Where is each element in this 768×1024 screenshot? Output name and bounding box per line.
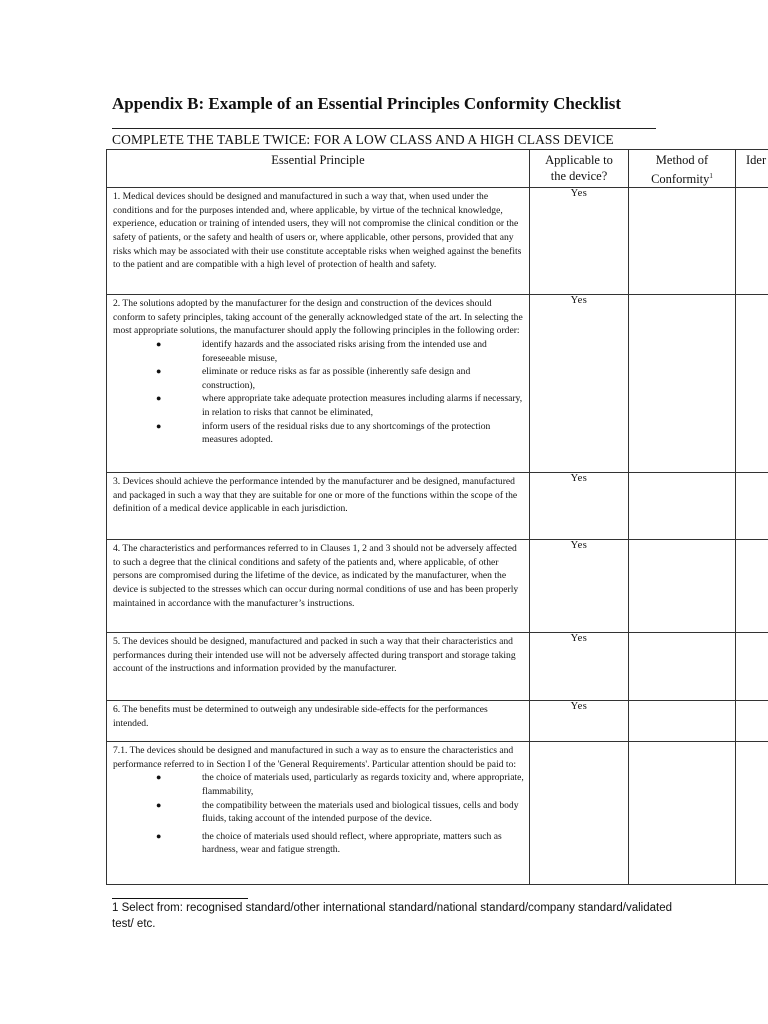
identification-cell[interactable] (736, 188, 768, 295)
principle-bullet-list (113, 338, 524, 447)
principle-text: 3. Devices should achieve the performance intended by the manufacturer and be designed, manufactured and packaged in such a way that they are suitable for one or more of the functions within the scope of the definition of a medical device applicable in each jurisdiction. (113, 476, 518, 515)
conformity-checklist-table (106, 149, 768, 885)
essential-principle-cell (107, 473, 530, 540)
principle-text: 4. The characteristics and performances referred to in Clauses 1, 2 and 3 should not be adversely affected to such a degree that the clinical conditions and safety of the patients and, where applicable, of other persons are compromised during the lifetime of the device, as indicated by the manufacturer, when the device is subjected to the stresses which can occur during normal conditions of use and has been properly maintained in accordance with the manufacturer’s instructions. (113, 543, 519, 609)
principle-bullet-item (113, 830, 524, 857)
applicable-cell[interactable]: Yes (530, 295, 629, 473)
essential-principle-cell (107, 295, 530, 473)
principle-bullet-list (113, 771, 524, 857)
title-rule (112, 128, 656, 129)
principle-bullet-item (113, 392, 524, 419)
table-row (107, 295, 768, 473)
applicable-cell[interactable]: Yes (530, 540, 629, 633)
principle-bullet-item (113, 420, 524, 447)
bullet-text: identify hazards and the associated risks arising from the intended use and foreseeable misuse, (202, 338, 487, 364)
principle-text: 5. The devices should be designed, manufactured and packed in such a way that their characteristics and performances during their intended use will not be adversely affected during transport and storage taking account of the instructions and information provided by the manufacturer. (113, 636, 516, 675)
footnote: 1 Select from: recognised standard/other international standard/national standard/company standard/validated test/ etc. (112, 902, 673, 930)
bullet-text: the compatibility between the materials used and biological tissues, cells and body fluids, taking account of the intended purpose of the device. (202, 799, 519, 825)
bullet-text: eliminate or reduce risks as far as possible (inherently safe design and construction), (202, 366, 471, 391)
header-identification: Ider (736, 150, 768, 188)
essential-principle-cell (107, 540, 530, 633)
method-of-conformity-cell[interactable] (629, 188, 736, 295)
method-of-conformity-cell[interactable] (629, 473, 736, 540)
bullet-text: the choice of materials used, particularly as regards toxicity and, where appropriate, flammability, (202, 772, 524, 797)
bullet-icon: ● (156, 366, 162, 377)
method-of-conformity-cell[interactable] (629, 295, 736, 473)
applicable-cell[interactable] (530, 742, 629, 885)
method-of-conformity-cell[interactable] (629, 540, 736, 633)
principle-text: 2. The solutions adopted by the manufacturer for the design and construction of the devices should conform to safety principles, taking account of the generally acknowledged state of the art. In selecting the most appropriate solutions, the manufacturer should apply the following principles in the following order: (113, 298, 523, 337)
identification-cell[interactable] (736, 295, 768, 473)
bullet-icon: ● (156, 830, 162, 841)
bullet-icon: ● (156, 799, 162, 810)
principle-text: 1. Medical devices should be designed and manufactured in such a way that, when used under the conditions and for the purposes intended and, where applicable, by virtue of the technical knowledge, experience, education or training of intended users, they will not compromise the clinical condition or the safety of patients, or the safety and health of users or, where applicable, other persons, provided that any risks which may be associated with their use constitute acceptable risks when weighed against the benefits to the patient and are compatible with a high level of protection of health and safety. (113, 191, 522, 271)
page-title: Appendix B: Example of an Essential Principles Conformity Checklist (112, 94, 622, 113)
applicable-cell[interactable]: Yes (530, 701, 629, 742)
principle-bullet-item (113, 799, 524, 826)
essential-principle-cell (107, 188, 530, 295)
identification-cell[interactable] (736, 473, 768, 540)
principle-text: 6. The benefits must be determined to outweigh any undesirable side-effects for the performances intended. (113, 704, 488, 729)
bullet-icon: ● (156, 393, 162, 404)
applicable-cell[interactable]: Yes (530, 473, 629, 540)
header-applicable: Applicable to the device? (530, 150, 629, 188)
footnote-rule (112, 898, 248, 899)
method-of-conformity-cell[interactable] (629, 633, 736, 701)
bullet-icon: ● (156, 338, 162, 349)
essential-principle-cell (107, 742, 530, 885)
principle-bullet-item (113, 771, 524, 798)
table-instruction: COMPLETE THE TABLE TWICE: FOR A LOW CLASS AND A HIGH CLASS DEVICE (112, 132, 614, 147)
principle-text: 7.1. The devices should be designed and manufactured in such a way as to ensure the characteristics and performance referred to in Section I of the 'General Requirements'. Particular attention should be paid to: (113, 745, 517, 770)
principle-bullet-item (113, 365, 524, 392)
header-essential-principle: Essential Principle (107, 150, 530, 188)
bullet-text: the choice of materials used should reflect, where appropriate, matters such as hardness, wear and fatigue strength. (202, 830, 502, 856)
principle-bullet-item (113, 338, 524, 365)
identification-cell[interactable] (736, 540, 768, 633)
identification-cell[interactable] (736, 633, 768, 701)
method-of-conformity-cell[interactable] (629, 701, 736, 742)
table-row (107, 473, 768, 540)
table-row (107, 188, 768, 295)
bullet-text: inform users of the residual risks due to any shortcomings of the protection measures adopted. (202, 420, 491, 446)
identification-cell[interactable] (736, 701, 768, 742)
table-row (107, 540, 768, 633)
bullet-icon: ● (156, 420, 162, 431)
essential-principle-cell (107, 701, 530, 742)
header-method-of-conformity: Method of Conformity$^1$ (629, 150, 736, 188)
bullet-text: where appropriate take adequate protection measures including alarms if necessary, in relation to risks that cannot be eliminated, (202, 393, 523, 418)
essential-principle-cell (107, 633, 530, 701)
applicable-cell[interactable]: Yes (530, 188, 629, 295)
footnote-marker: 1 (709, 172, 713, 180)
identification-cell[interactable] (736, 742, 768, 885)
applicable-cell[interactable]: Yes (530, 633, 629, 701)
table-row (107, 633, 768, 701)
bullet-icon: ● (156, 772, 162, 783)
table-row (107, 742, 768, 885)
table-row (107, 701, 768, 742)
method-of-conformity-cell[interactable] (629, 742, 736, 885)
